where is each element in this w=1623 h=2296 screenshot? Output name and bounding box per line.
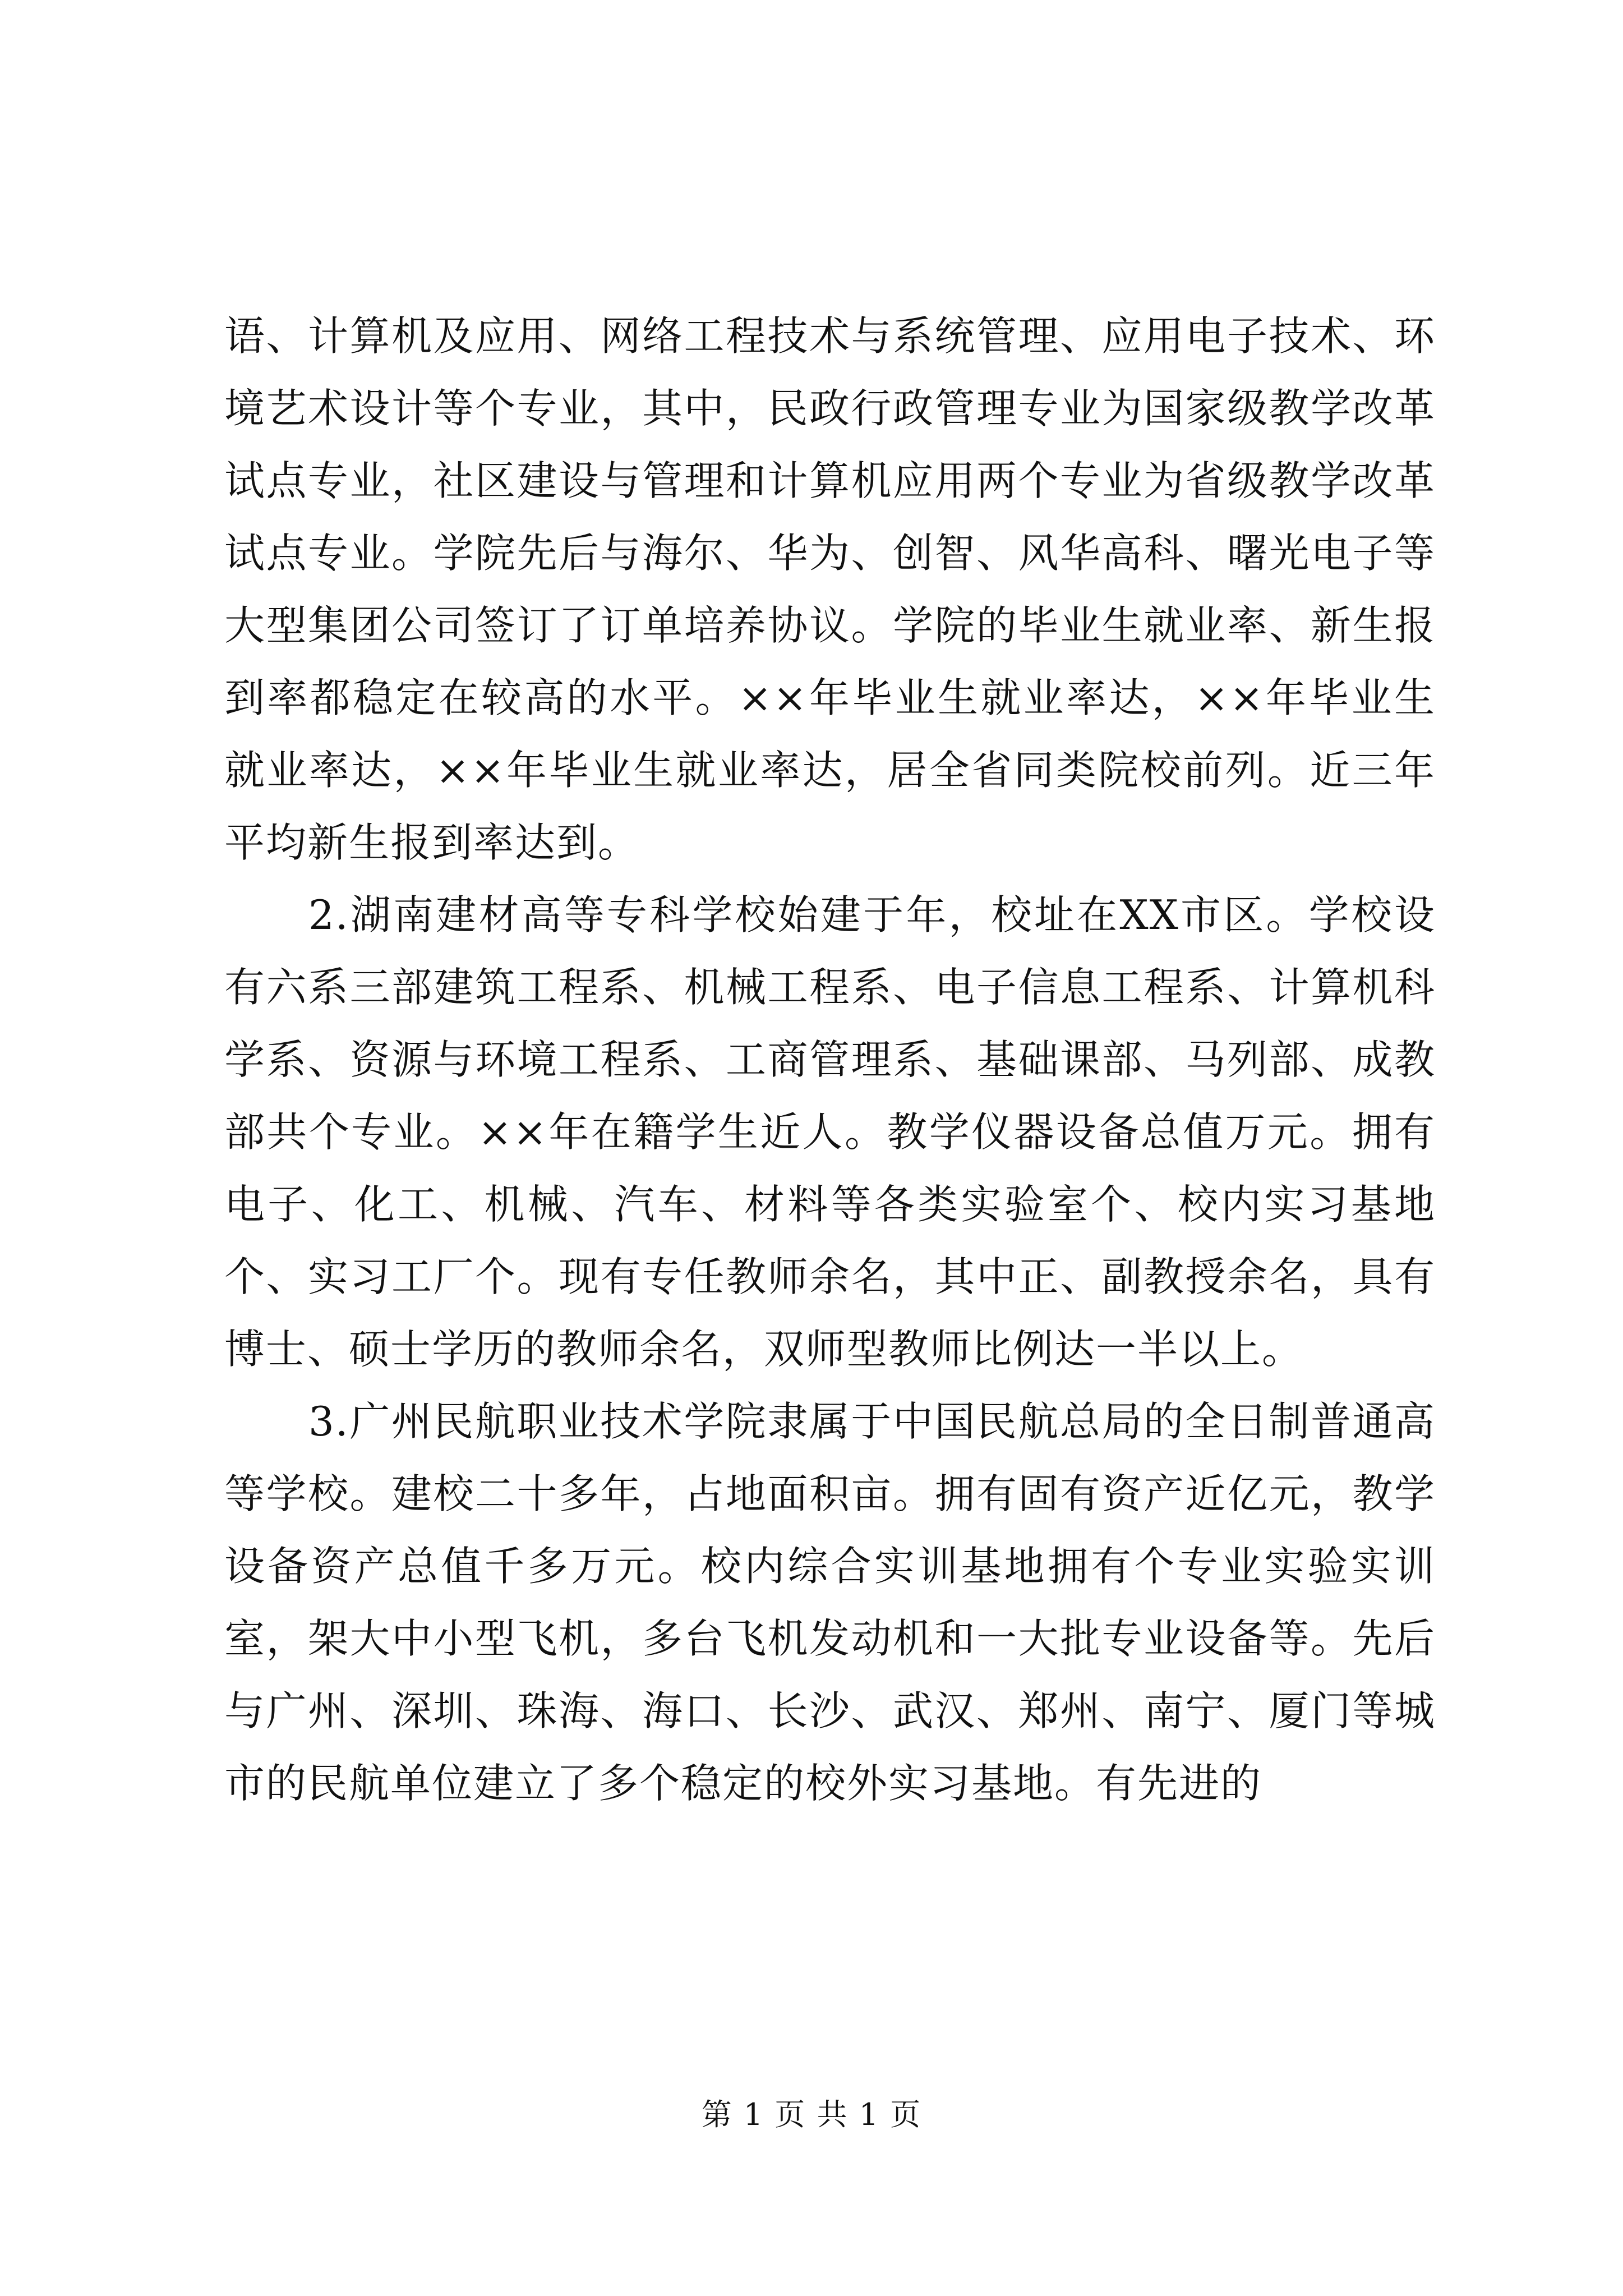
document-body	[224, 300, 1436, 1820]
paragraph-2: 2.湖南建材高等专科学校始建于年，校址在XX市区。学校设有六系三部建筑工程系、机械工程系、电子信息工程系、计算机科学系、资源与环境工程系、工商管理系、基础课部、马列部、成教部共个专业。××年在籍学生近人。教学仪器设备总值万元。拥有电子、化工、机械、汽车、材料等各类实验室个、校内实习基地个、实习工厂个。现有专任教师余名，其中正、副教授余名，具有博士、硕士学历的教师余名，双师型教师比例达一半以上。	[224, 891, 1436, 1373]
paragraph-3: 3.广州民航职业技术学院隶属于中国民航总局的全日制普通高等学校。建校二十多年，占地面积亩。拥有固有资产近亿元，教学设备资产总值千多万元。校内综合实训基地拥有个专业实验实训室，架大中小型飞机，多台飞机发动机和一大批专业设备等。先后与广州、深圳、珠海、海口、长沙、武汉、郑州、南宁、厦门等城市的民航单位建立了多个稳定的校外实习基地。有先进的	[224, 1398, 1436, 1807]
paragraph-1: 语、计算机及应用、网络工程技术与系统管理、应用电子技术、环境艺术设计等个专业，其中，民政行政管理专业为国家级教学改革试点专业，社区建设与管理和计算机应用两个专业为省级教学改革试点专业。学院先后与海尔、华为、创智、风华高科、曙光电子等大型集团公司签订了订单培养协议。学院的毕业生就业率、新生报到率都稳定在较高的水平。××年毕业生就业率达，××年毕业生就业率达，××年毕业生就业率达，居全省同类院校前列。近三年平均新生报到率达到。	[224, 312, 1436, 866]
page-footer: 第 1 页 共 1 页	[701, 2097, 922, 2132]
